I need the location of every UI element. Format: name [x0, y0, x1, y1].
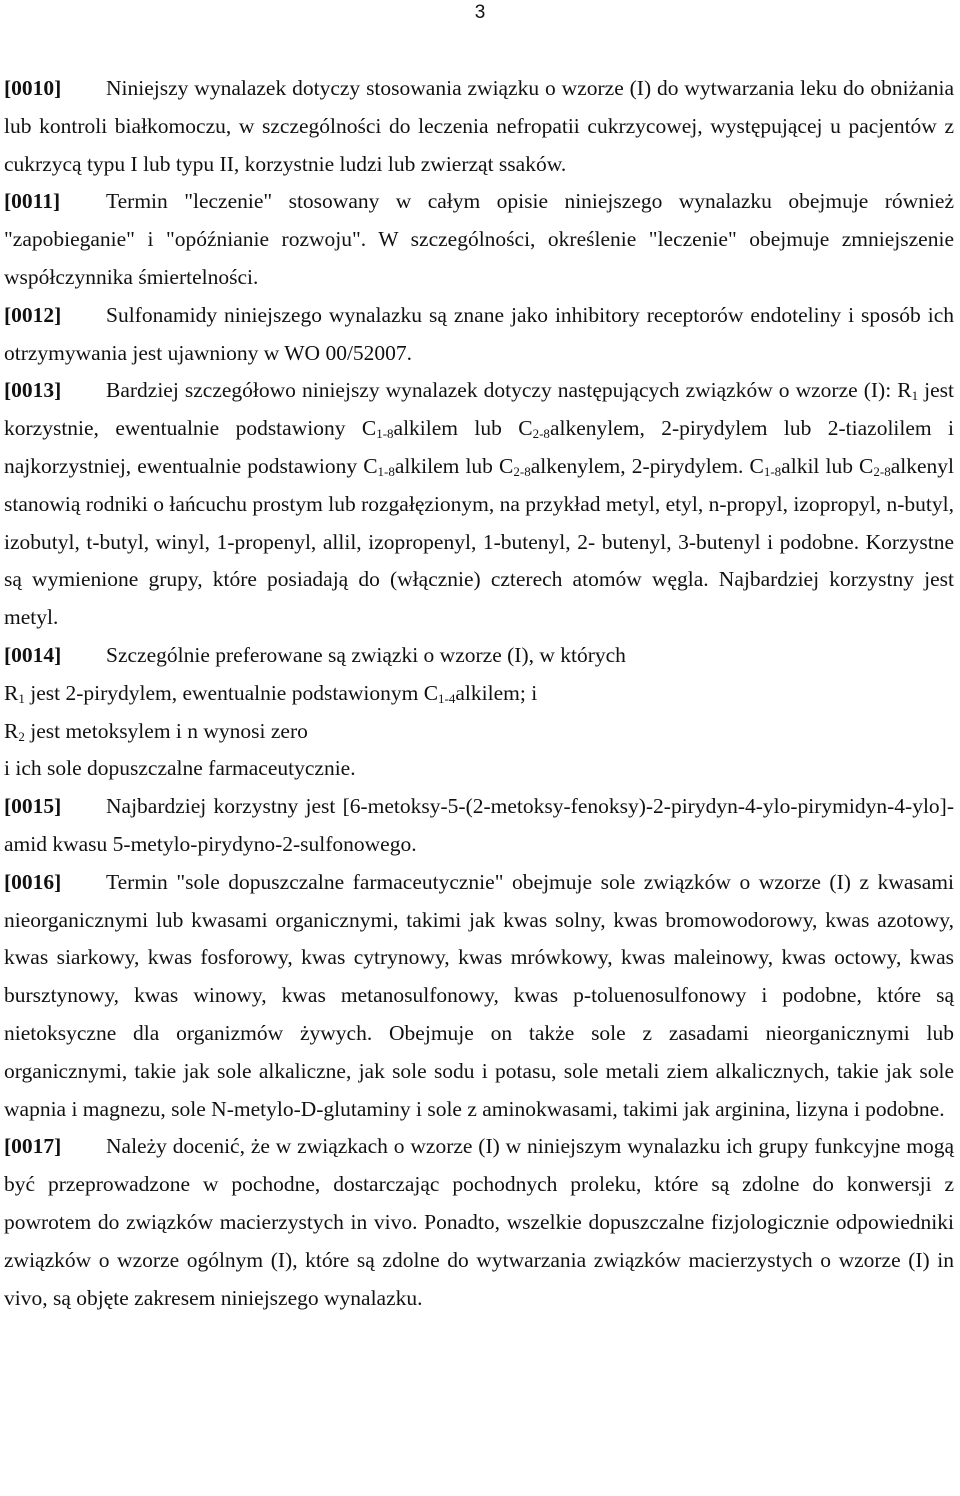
- paragraph-text: i ich sole dopuszczalne farmaceutycznie.: [4, 756, 356, 781]
- subscript: 1: [911, 388, 919, 404]
- subscript: 1: [18, 690, 25, 706]
- paragraph-0014: [4, 637, 954, 788]
- paragraph-text: Szczególnie preferowane są związki o wzorze (I), w których: [106, 642, 626, 667]
- paragraph-number: [0014]: [4, 642, 62, 667]
- subscript: 2: [18, 728, 25, 744]
- subscript: 1-8: [377, 463, 395, 479]
- paragraph-0016: [4, 864, 954, 1129]
- paragraph-text: Sulfonamidy niniejszego wynalazku są znane jako inhibitory receptorów endoteliny i sposób ich otrzymywania jest ujawniony w WO 00/52007.: [4, 302, 954, 365]
- subscript: 2-8: [873, 463, 891, 479]
- paragraph-text: jest korzystnie, ewentualnie podstawiony C: [4, 378, 954, 441]
- paragraph-text: alkil lub C: [781, 453, 874, 478]
- paragraph-number: [0016]: [4, 869, 62, 894]
- paragraph-text: alkenylem, 2-pirydylem. C: [530, 453, 764, 478]
- paragraph-number: [0013]: [4, 378, 62, 403]
- subscript: 1-8: [763, 463, 782, 479]
- paragraph-line: [4, 637, 954, 675]
- paragraph-text: Termin "leczenie" stosowany w całym opisie niniejszego wynalazku obejmuje również "zapobieganie" i "opóźnianie rozwoju". W szczególności, określenie "leczenie" obejmuje zmniejszenie współczynnika śmiertelności.: [4, 189, 954, 289]
- paragraph-0012: [4, 297, 954, 373]
- paragraph-0010: [4, 70, 954, 183]
- paragraph-line: [4, 750, 954, 788]
- paragraph-line: [4, 675, 954, 713]
- paragraph-number: [0010]: [4, 76, 62, 100]
- paragraph-text: alkilem; i: [455, 680, 538, 705]
- paragraph-text: alkilem lub C: [393, 416, 533, 441]
- paragraph-text: Niniejszy wynalazek dotyczy stosowania związku o wzorze (I) do wytwarzania leku do obniżania lub kontroli białkomoczu, w szczególności do leczenia nefropatii cukrzycowej, występującej u pacjentów z cukrzycą typu I lub typu II, korzystnie ludzi lub zwierząt ssaków.: [4, 76, 954, 176]
- paragraph-0011: [4, 183, 954, 296]
- paragraph-text: alkenylem, 2-pirydylem lub 2-tiazolilem i najkorzystniej, ewentualnie podstawiony C: [4, 416, 955, 478]
- paragraph-text: Bardziej szczegółowo niniejszy wynalazek dotyczy następujących związków o wzorze (I): R: [106, 378, 912, 403]
- paragraph-text: R: [4, 718, 19, 743]
- paragraph-text: R: [4, 680, 19, 705]
- paragraph-number: [0011]: [4, 189, 61, 214]
- paragraph-0013: [4, 372, 954, 637]
- paragraph-text: jest 2-pirydylem, ewentualnie podstawionym C: [24, 680, 439, 705]
- subscript: 2-8: [513, 463, 531, 479]
- paragraph-number: [0012]: [4, 302, 62, 327]
- paragraph-text: Najbardziej korzystny jest [6-metoksy-5-(2-metoksy-fenoksy)-2-pirydyn-4-ylo-pirymidyn-4-ylo]-amid kwasu 5-metylo-pirydyno-2-sulfonowego.: [4, 794, 954, 856]
- paragraph-0017: [4, 1128, 954, 1317]
- paragraph-text: jest metoksylem i n wynosi zero: [24, 718, 308, 743]
- paragraph-text: Należy docenić, że w związkach o wzorze (I) w niniejszym wynalazku ich grupy funkcyjne mogą być przeprowadzone w pochodne, dostarczając pochodnych proleku, które są zdolne do konwersji z powrotem do związków macierzystych in vivo. Ponadto, wszelkie dopuszczalne fizjologicznie odpowiedniki związków o wzorze ogólnym (I), które są zdolne do wytwarzania związków macierzystych o wzorze (I) in vivo, są objęte zakresem niniejszego wynalazku.: [4, 1134, 954, 1310]
- paragraph-number: [0015]: [4, 794, 62, 819]
- subscript: 1-8: [376, 426, 394, 442]
- paragraph-text: alkenyl stanowią rodniki o łańcuchu prostym lub rozgałęzionym, na przykład metyl, etyl, n-propyl, izopropyl, n-butyl, izobutyl, t-butyl, winyl, 1-propenyl, allil, izopropenyl, 1-butenyl, 2- butenyl, 3-butenyl i podobne. Korzystne są wymienione grupy, które posiadają do (włącznie) czterech atomów węgla. Najbardziej korzystny jest metyl.: [4, 453, 955, 630]
- paragraph-line: [4, 713, 954, 751]
- paragraph-number: [0017]: [4, 1134, 62, 1159]
- page-number: 3: [474, 2, 486, 23]
- paragraph-text: alkilem lub C: [394, 453, 514, 478]
- paragraph-0015: [4, 788, 954, 864]
- subscript: 1-4: [438, 690, 456, 706]
- paragraph-text: Termin "sole dopuszczalne farmaceutycznie" obejmuje sole związków o wzorze (I) z kwasami nieorganicznymi lub kwasami organicznymi, takimi jak kwas solny, kwas bromowodorowy, kwas azotowy, kwas siarkowy, kwas fosforowy, kwas cytrynowy, kwas mrówkowy, kwas maleinowy, kwas octowy, kwas bursztynowy, kwas winowy, kwas metanosulfonowy, kwas p-toluenosulfonowy i podobne, które są nietoksyczne dla organizmów żywych. Obejmuje on także sole z zasadami nieorganicznymi lub organicznymi, takie jak sole alkaliczne, jak sole sodu i potasu, sole metali ziem alkalicznych, takie jak sole wapnia i magnezu, sole N-metylo-D-glutaminy i sole z aminokwasami, takimi jak arginina, lizyna i podobne.: [4, 869, 954, 1121]
- subscript: 2-8: [532, 426, 550, 442]
- document-body: [4, 70, 954, 1317]
